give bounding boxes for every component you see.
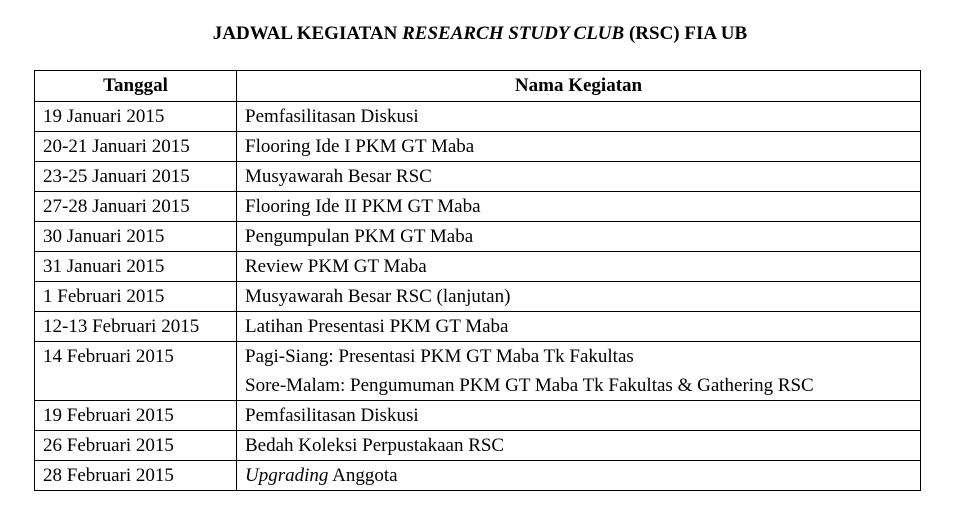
activity-line: Flooring Ide I PKM GT Maba [245,136,475,157]
activity-cell [237,431,921,461]
date-cell: 30 Januari 2015 [35,222,237,252]
date-cell: 19 Januari 2015 [35,102,237,132]
activity-line: Latihan Presentasi PKM GT Maba [245,316,509,337]
table-row [35,342,921,401]
date-cell: 31 Januari 2015 [35,252,237,282]
table-row [35,401,921,431]
activity-italic: Upgrading [245,465,329,486]
table-row [35,312,921,342]
table-row [35,102,921,132]
header-nama-kegiatan: Nama Kegiatan [237,71,921,102]
table-row [35,252,921,282]
activity-line: Pengumpulan PKM GT Maba [245,226,474,247]
activity-cell [237,192,921,222]
title-suffix: (RSC) FIA UB [624,23,748,44]
table-row [35,192,921,222]
activity-cell [237,222,921,252]
date-cell: 23-25 Januari 2015 [35,162,237,192]
schedule-table-head [35,71,921,102]
date-cell: 1 Februari 2015 [35,282,237,312]
header-tanggal: Tanggal [35,71,237,102]
activity-line: Pemfasilitasan Diskusi [245,106,419,127]
date-cell: 28 Februari 2015 [35,461,237,491]
activity-line: Musyawarah Besar RSC [245,166,432,187]
date-cell: 12-13 Februari 2015 [35,312,237,342]
activity-line: Bedah Koleksi Perpustakaan RSC [245,435,505,456]
activity-line: Review PKM GT Maba [245,256,427,277]
date-cell: 26 Februari 2015 [35,431,237,461]
table-row [35,431,921,461]
activity-rest: Anggota [328,465,398,486]
table-row [35,461,921,491]
activity-cell [237,252,921,282]
activity-line: Pemfasilitasan Diskusi [245,405,419,426]
activity-line: Sore-Malam: Pengumuman PKM GT Maba Tk Fakultas & Gathering RSC [245,375,814,396]
activity-cell [237,162,921,192]
activity-cell [237,401,921,431]
table-row [35,282,921,312]
activity-cell [237,132,921,162]
activity-line: Musyawarah Besar RSC (lanjutan) [245,286,511,307]
activity-cell [237,342,921,401]
table-row [35,222,921,252]
header-row [35,71,921,102]
table-row [35,132,921,162]
schedule-table-body [35,102,921,491]
activity-line: Flooring Ide II PKM GT Maba [245,196,481,217]
activity-cell [237,312,921,342]
date-cell: 19 Februari 2015 [35,401,237,431]
title-italic: RESEARCH STUDY CLUB [402,23,625,44]
date-cell: 20-21 Januari 2015 [35,132,237,162]
activity-cell [237,461,921,491]
schedule-table [34,70,921,491]
date-cell: 27-28 Januari 2015 [35,192,237,222]
table-row [35,162,921,192]
activity-line: Pagi-Siang: Presentasi PKM GT Maba Tk Fakultas [245,346,634,367]
title-prefix: JADWAL KEGIATAN [212,23,403,44]
date-cell: 14 Februari 2015 [35,342,237,401]
document-title [0,22,960,46]
activity-cell [237,102,921,132]
activity-cell [237,282,921,312]
